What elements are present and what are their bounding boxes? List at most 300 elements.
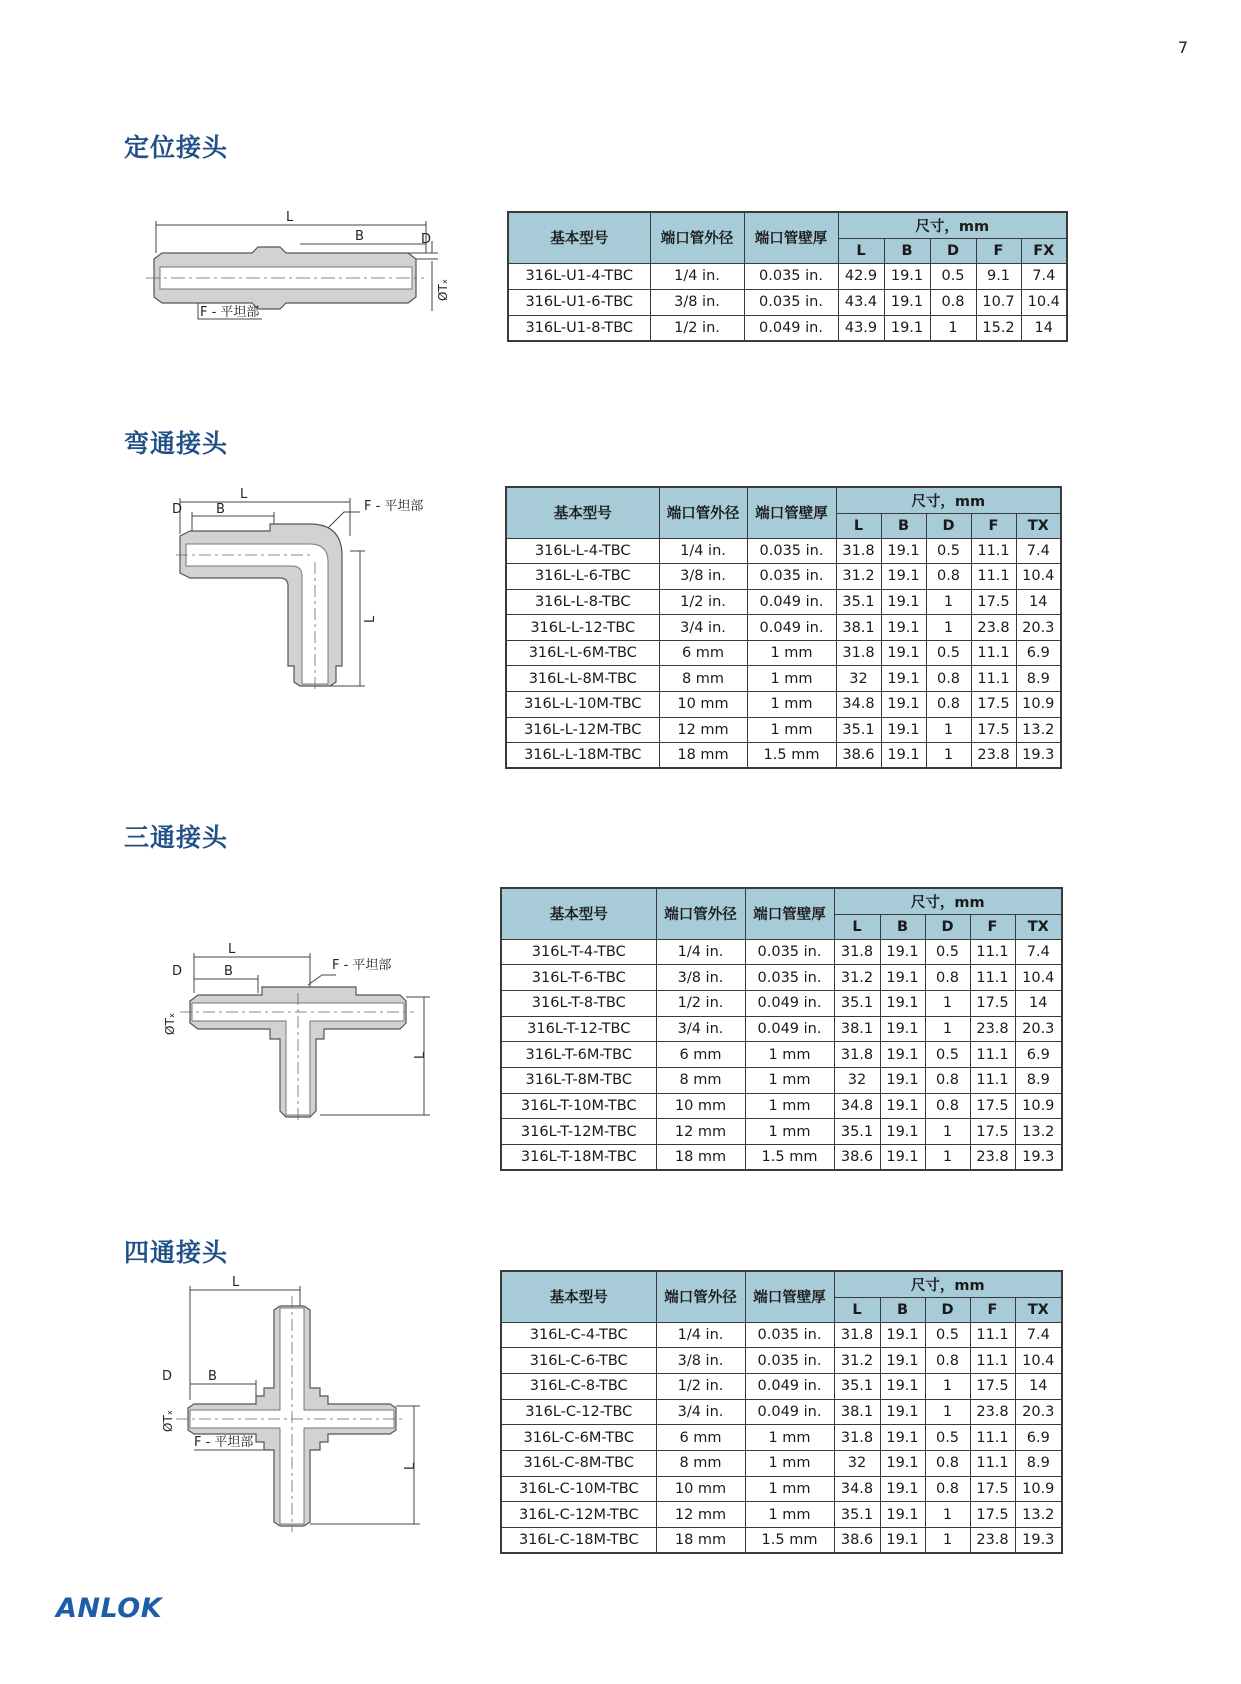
table-cell: 316L-C-4-TBC bbox=[501, 1322, 656, 1348]
dim-d-label: D bbox=[421, 232, 432, 247]
table-row bbox=[501, 1145, 1062, 1171]
table-cell: 7.4 bbox=[1015, 1322, 1062, 1348]
dim-header: B bbox=[881, 513, 926, 538]
table-cell: 31.8 bbox=[836, 640, 881, 666]
table-cell: 8.9 bbox=[1015, 1450, 1062, 1476]
table-cell: 0.035 in. bbox=[745, 939, 834, 965]
table-row bbox=[501, 1067, 1062, 1093]
cross-diagram bbox=[160, 1270, 450, 1530]
table-cell: 0.5 bbox=[925, 939, 970, 965]
table-cell: 13.2 bbox=[1015, 1119, 1062, 1145]
table-cell: 31.8 bbox=[834, 1042, 880, 1068]
cross-table bbox=[500, 1270, 1063, 1554]
table-cell: 0.5 bbox=[925, 1042, 970, 1068]
table-cell: 8.9 bbox=[1015, 1067, 1062, 1093]
cross-rows bbox=[501, 1322, 1062, 1553]
col-dims: 尺寸，mm bbox=[836, 487, 1061, 513]
col-wall: 端口管壁厚 bbox=[745, 1271, 834, 1322]
table-cell: 10.9 bbox=[1015, 1476, 1062, 1502]
table-cell: 8 mm bbox=[656, 1067, 745, 1093]
dim-l2-label: L bbox=[363, 615, 378, 623]
table-cell: 0.8 bbox=[925, 1348, 970, 1374]
table-cell: 316L-T-18M-TBC bbox=[501, 1145, 656, 1171]
table-cell: 10.7 bbox=[976, 289, 1021, 315]
table-cell: 0.049 in. bbox=[744, 315, 838, 341]
table-cell: 38.1 bbox=[836, 615, 881, 641]
table-cell: 17.5 bbox=[970, 1373, 1015, 1399]
table-cell: 10.9 bbox=[1016, 692, 1061, 718]
table-cell: 0.049 in. bbox=[747, 589, 836, 615]
table-cell: 316L-L-12M-TBC bbox=[506, 717, 659, 743]
table-cell: 0.8 bbox=[930, 289, 976, 315]
dim-header: L bbox=[834, 1297, 880, 1322]
table-cell: 1/2 in. bbox=[656, 1373, 745, 1399]
table-cell: 12 mm bbox=[656, 1119, 745, 1145]
table-cell: 316L-C-12M-TBC bbox=[501, 1502, 656, 1528]
table-cell: 316L-T-12M-TBC bbox=[501, 1119, 656, 1145]
table-cell: 19.1 bbox=[880, 1322, 925, 1348]
table-cell: 19.1 bbox=[880, 1425, 925, 1451]
table-cell: 0.035 in. bbox=[747, 538, 836, 564]
table-cell: 19.1 bbox=[880, 1348, 925, 1374]
col-wall: 端口管壁厚 bbox=[745, 888, 834, 939]
tee-diagram bbox=[163, 935, 460, 1125]
table-cell: 0.8 bbox=[926, 666, 971, 692]
table-cell: 1 bbox=[925, 1145, 970, 1171]
table-row bbox=[501, 965, 1062, 991]
table-cell: 14 bbox=[1015, 1373, 1062, 1399]
dim-header: FX bbox=[1021, 238, 1067, 263]
dim-t-label: ØTₓ bbox=[161, 1409, 175, 1432]
table-cell: 20.3 bbox=[1015, 1016, 1062, 1042]
table-cell: 19.1 bbox=[880, 1476, 925, 1502]
table-cell: 35.1 bbox=[834, 1502, 880, 1528]
table-cell: 17.5 bbox=[971, 692, 1016, 718]
table-row bbox=[508, 289, 1067, 315]
elbow-rows bbox=[506, 538, 1061, 768]
dim-b-label: B bbox=[216, 502, 225, 517]
table-cell: 1.5 mm bbox=[745, 1528, 834, 1554]
table-cell: 1 mm bbox=[745, 1502, 834, 1528]
table-cell: 19.1 bbox=[880, 1119, 925, 1145]
table-cell: 35.1 bbox=[834, 990, 880, 1016]
table-cell: 10 mm bbox=[656, 1093, 745, 1119]
table-cell: 10.4 bbox=[1015, 965, 1062, 991]
table-cell: 34.8 bbox=[834, 1093, 880, 1119]
table-cell: 34.8 bbox=[836, 692, 881, 718]
table-cell: 0.035 in. bbox=[744, 263, 838, 289]
table-row bbox=[506, 743, 1061, 769]
table-cell: 316L-L-12-TBC bbox=[506, 615, 659, 641]
table-cell: 11.1 bbox=[970, 1067, 1015, 1093]
tee-table bbox=[500, 887, 1063, 1171]
table-cell: 316L-T-10M-TBC bbox=[501, 1093, 656, 1119]
table-cell: 0.035 in. bbox=[745, 1322, 834, 1348]
table-cell: 31.2 bbox=[834, 965, 880, 991]
section-title-tee: 三通接头 bbox=[124, 823, 229, 852]
table-cell: 38.6 bbox=[834, 1528, 880, 1554]
table-cell: 1 bbox=[925, 990, 970, 1016]
table-cell: 0.049 in. bbox=[745, 990, 834, 1016]
table-cell: 10.4 bbox=[1015, 1348, 1062, 1374]
table-cell: 35.1 bbox=[834, 1373, 880, 1399]
table-cell: 316L-C-8-TBC bbox=[501, 1373, 656, 1399]
table-cell: 3/8 in. bbox=[650, 289, 744, 315]
table-cell: 1 bbox=[926, 717, 971, 743]
table-cell: 11.1 bbox=[971, 564, 1016, 590]
table-cell: 38.1 bbox=[834, 1016, 880, 1042]
table-cell: 10.9 bbox=[1015, 1093, 1062, 1119]
dim-l-label: L bbox=[240, 487, 248, 502]
table-cell: 34.8 bbox=[834, 1476, 880, 1502]
table-cell: 316L-T-6M-TBC bbox=[501, 1042, 656, 1068]
dim-l-label: L bbox=[232, 1275, 240, 1290]
table-cell: 7.4 bbox=[1021, 263, 1067, 289]
col-dims: 尺寸，mm bbox=[834, 1271, 1062, 1297]
table-row bbox=[508, 263, 1067, 289]
table-cell: 0.5 bbox=[926, 640, 971, 666]
table-cell: 19.1 bbox=[881, 640, 926, 666]
table-cell: 1 mm bbox=[747, 717, 836, 743]
table-row bbox=[501, 1016, 1062, 1042]
table-row bbox=[501, 1119, 1062, 1145]
table-cell: 3/8 in. bbox=[656, 965, 745, 991]
section-title-elbow: 弯通接头 bbox=[124, 429, 229, 458]
table-cell: 42.9 bbox=[838, 263, 884, 289]
table-cell: 10 mm bbox=[659, 692, 747, 718]
table-cell: 23.8 bbox=[970, 1399, 1015, 1425]
table-cell: 8.9 bbox=[1016, 666, 1061, 692]
table-cell: 316L-L-4-TBC bbox=[506, 538, 659, 564]
table-row bbox=[501, 1373, 1062, 1399]
table-cell: 19.1 bbox=[880, 1528, 925, 1554]
dim-b-label: B bbox=[208, 1369, 217, 1384]
dim-l2-label: L bbox=[413, 1051, 428, 1059]
table-cell: 1 mm bbox=[745, 1476, 834, 1502]
table-cell: 35.1 bbox=[836, 717, 881, 743]
dim-header: F bbox=[970, 1297, 1015, 1322]
table-cell: 1 mm bbox=[745, 1067, 834, 1093]
table-cell: 13.2 bbox=[1015, 1502, 1062, 1528]
table-cell: 19.3 bbox=[1016, 743, 1061, 769]
table-cell: 1 bbox=[926, 589, 971, 615]
table-cell: 19.1 bbox=[881, 589, 926, 615]
dim-header: F bbox=[971, 513, 1016, 538]
table-cell: 3/4 in. bbox=[659, 615, 747, 641]
table-cell: 38.6 bbox=[836, 743, 881, 769]
table-cell: 23.8 bbox=[970, 1016, 1015, 1042]
dim-header: TX bbox=[1015, 914, 1062, 939]
dim-header: D bbox=[930, 238, 976, 263]
table-row bbox=[506, 564, 1061, 590]
table-cell: 0.8 bbox=[925, 1476, 970, 1502]
table-cell: 17.5 bbox=[971, 589, 1016, 615]
flat-label: F - 平坦部 bbox=[364, 499, 424, 514]
table-cell: 19.1 bbox=[881, 743, 926, 769]
positioning-union-rows bbox=[508, 263, 1067, 341]
table-row bbox=[501, 1042, 1062, 1068]
table-cell: 1.5 mm bbox=[747, 743, 836, 769]
col-model: 基本型号 bbox=[501, 888, 656, 939]
table-cell: 11.1 bbox=[971, 666, 1016, 692]
table-cell: 10.4 bbox=[1021, 289, 1067, 315]
table-cell: 1 mm bbox=[747, 692, 836, 718]
col-model: 基本型号 bbox=[501, 1271, 656, 1322]
table-cell: 1/4 in. bbox=[659, 538, 747, 564]
table-cell: 11.1 bbox=[970, 1425, 1015, 1451]
elbow-table bbox=[505, 486, 1062, 769]
table-cell: 0.035 in. bbox=[747, 564, 836, 590]
table-cell: 23.8 bbox=[970, 1145, 1015, 1171]
table-cell: 1 bbox=[926, 743, 971, 769]
table-cell: 9.1 bbox=[976, 263, 1021, 289]
table-cell: 17.5 bbox=[971, 717, 1016, 743]
table-cell: 1/2 in. bbox=[659, 589, 747, 615]
flat-label: F - 平坦部 bbox=[200, 305, 260, 320]
table-cell: 0.035 in. bbox=[745, 1348, 834, 1374]
table-cell: 19.1 bbox=[880, 1399, 925, 1425]
table-cell: 35.1 bbox=[836, 589, 881, 615]
table-cell: 35.1 bbox=[834, 1119, 880, 1145]
col-wall: 端口管壁厚 bbox=[744, 212, 838, 263]
table-cell: 6 mm bbox=[656, 1425, 745, 1451]
table-cell: 1 mm bbox=[745, 1425, 834, 1451]
dim-header: L bbox=[834, 914, 880, 939]
table-cell: 18 mm bbox=[656, 1145, 745, 1171]
table-cell: 19.3 bbox=[1015, 1528, 1062, 1554]
table-cell: 316L-C-8M-TBC bbox=[501, 1450, 656, 1476]
table-cell: 19.1 bbox=[880, 1450, 925, 1476]
table-cell: 0.049 in. bbox=[745, 1399, 834, 1425]
table-cell: 0.8 bbox=[925, 1450, 970, 1476]
table-row bbox=[501, 1528, 1062, 1554]
table-cell: 1.5 mm bbox=[745, 1145, 834, 1171]
dim-b-label: B bbox=[355, 229, 364, 244]
table-cell: 19.1 bbox=[881, 666, 926, 692]
table-row bbox=[506, 640, 1061, 666]
col-od: 端口管外径 bbox=[650, 212, 744, 263]
table-cell: 316L-L-8M-TBC bbox=[506, 666, 659, 692]
table-cell: 8 mm bbox=[656, 1450, 745, 1476]
table-cell: 8 mm bbox=[659, 666, 747, 692]
table-row bbox=[506, 589, 1061, 615]
dim-header: D bbox=[925, 1297, 970, 1322]
dim-t-label: ØTₓ bbox=[436, 278, 450, 301]
col-od: 端口管外径 bbox=[656, 1271, 745, 1322]
table-cell: 19.1 bbox=[880, 990, 925, 1016]
table-cell: 11.1 bbox=[970, 1322, 1015, 1348]
table-cell: 3/8 in. bbox=[659, 564, 747, 590]
table-cell: 19.1 bbox=[881, 615, 926, 641]
table-cell: 6.9 bbox=[1016, 640, 1061, 666]
positioning-union-table bbox=[507, 211, 1068, 342]
table-cell: 0.5 bbox=[926, 538, 971, 564]
table-cell: 1 bbox=[925, 1399, 970, 1425]
table-cell: 11.1 bbox=[970, 965, 1015, 991]
table-cell: 23.8 bbox=[971, 615, 1016, 641]
table-cell: 316L-L-6M-TBC bbox=[506, 640, 659, 666]
table-cell: 0.049 in. bbox=[745, 1016, 834, 1042]
table-cell: 31.8 bbox=[834, 939, 880, 965]
col-od: 端口管外径 bbox=[656, 888, 745, 939]
table-row bbox=[501, 1450, 1062, 1476]
table-cell: 17.5 bbox=[970, 990, 1015, 1016]
table-cell: 11.1 bbox=[970, 1042, 1015, 1068]
table-cell: 7.4 bbox=[1016, 538, 1061, 564]
page-number: 7 bbox=[1177, 38, 1189, 57]
table-cell: 316L-U1-4-TBC bbox=[508, 263, 650, 289]
table-row bbox=[501, 1502, 1062, 1528]
table-cell: 11.1 bbox=[970, 939, 1015, 965]
table-cell: 316L-C-6M-TBC bbox=[501, 1425, 656, 1451]
table-cell: 17.5 bbox=[970, 1502, 1015, 1528]
table-cell: 316L-L-18M-TBC bbox=[506, 743, 659, 769]
table-cell: 11.1 bbox=[971, 640, 1016, 666]
table-row bbox=[506, 717, 1061, 743]
table-cell: 1 mm bbox=[745, 1450, 834, 1476]
col-od: 端口管外径 bbox=[659, 487, 747, 538]
dim-header: D bbox=[926, 513, 971, 538]
col-wall: 端口管壁厚 bbox=[747, 487, 836, 538]
table-cell: 19.1 bbox=[880, 1016, 925, 1042]
table-cell: 3/8 in. bbox=[656, 1348, 745, 1374]
table-cell: 0.8 bbox=[926, 692, 971, 718]
table-cell: 19.1 bbox=[880, 1042, 925, 1068]
table-cell: 19.1 bbox=[881, 564, 926, 590]
table-row bbox=[506, 615, 1061, 641]
table-cell: 7.4 bbox=[1015, 939, 1062, 965]
elbow-diagram bbox=[170, 486, 490, 706]
table-cell: 19.1 bbox=[881, 538, 926, 564]
table-cell: 316L-T-8M-TBC bbox=[501, 1067, 656, 1093]
table-cell: 0.049 in. bbox=[745, 1373, 834, 1399]
table-row bbox=[501, 1476, 1062, 1502]
table-cell: 19.3 bbox=[1015, 1145, 1062, 1171]
tee-rows bbox=[501, 939, 1062, 1170]
col-model: 基本型号 bbox=[508, 212, 650, 263]
table-cell: 18 mm bbox=[659, 743, 747, 769]
table-cell: 1 bbox=[930, 315, 976, 341]
table-cell: 17.5 bbox=[970, 1093, 1015, 1119]
table-cell: 1/4 in. bbox=[656, 1322, 745, 1348]
dim-header: B bbox=[880, 914, 925, 939]
table-cell: 31.8 bbox=[834, 1425, 880, 1451]
table-cell: 19.1 bbox=[881, 717, 926, 743]
table-cell: 43.9 bbox=[838, 315, 884, 341]
table-row bbox=[506, 538, 1061, 564]
table-cell: 316L-C-10M-TBC bbox=[501, 1476, 656, 1502]
table-row bbox=[501, 939, 1062, 965]
table-cell: 23.8 bbox=[970, 1528, 1015, 1554]
dim-b-label: B bbox=[224, 964, 233, 979]
table-cell: 19.1 bbox=[884, 315, 930, 341]
table-row bbox=[501, 1093, 1062, 1119]
dim-header: TX bbox=[1016, 513, 1061, 538]
table-cell: 316L-L-6-TBC bbox=[506, 564, 659, 590]
table-cell: 1 bbox=[925, 1373, 970, 1399]
table-cell: 10 mm bbox=[656, 1476, 745, 1502]
dim-header: B bbox=[880, 1297, 925, 1322]
table-cell: 19.1 bbox=[880, 1502, 925, 1528]
table-cell: 0.5 bbox=[925, 1425, 970, 1451]
table-cell: 1 mm bbox=[747, 666, 836, 692]
table-cell: 19.1 bbox=[880, 965, 925, 991]
table-cell: 19.1 bbox=[884, 289, 930, 315]
dim-l-label: L bbox=[286, 210, 294, 225]
table-cell: 32 bbox=[834, 1067, 880, 1093]
table-cell: 31.2 bbox=[834, 1348, 880, 1374]
section-title-cross: 四通接头 bbox=[124, 1238, 229, 1267]
col-model: 基本型号 bbox=[506, 487, 659, 538]
dim-l-label: L bbox=[228, 942, 236, 957]
table-cell: 20.3 bbox=[1016, 615, 1061, 641]
table-cell: 1 mm bbox=[745, 1093, 834, 1119]
dim-d-label: D bbox=[162, 1369, 173, 1384]
dim-header: F bbox=[970, 914, 1015, 939]
table-cell: 1 bbox=[925, 1528, 970, 1554]
table-cell: 19.1 bbox=[880, 939, 925, 965]
table-cell: 32 bbox=[836, 666, 881, 692]
table-cell: 0.8 bbox=[926, 564, 971, 590]
dim-l2-label: L bbox=[403, 1462, 418, 1470]
table-cell: 11.1 bbox=[970, 1450, 1015, 1476]
table-cell: 316L-T-12-TBC bbox=[501, 1016, 656, 1042]
table-cell: 15.2 bbox=[976, 315, 1021, 341]
table-row bbox=[506, 692, 1061, 718]
table-cell: 1 mm bbox=[745, 1042, 834, 1068]
table-cell: 316L-L-8-TBC bbox=[506, 589, 659, 615]
flat-label: F - 平坦部 bbox=[332, 958, 392, 973]
table-cell: 6 mm bbox=[659, 640, 747, 666]
table-cell: 13.2 bbox=[1016, 717, 1061, 743]
table-cell: 3/4 in. bbox=[656, 1399, 745, 1425]
table-row bbox=[501, 1348, 1062, 1374]
dim-header: L bbox=[838, 238, 884, 263]
table-cell: 0.049 in. bbox=[747, 615, 836, 641]
table-cell: 6 mm bbox=[656, 1042, 745, 1068]
table-cell: 0.8 bbox=[925, 1067, 970, 1093]
table-cell: 12 mm bbox=[659, 717, 747, 743]
table-cell: 10.4 bbox=[1016, 564, 1061, 590]
table-cell: 316L-T-8-TBC bbox=[501, 990, 656, 1016]
table-cell: 1/2 in. bbox=[656, 990, 745, 1016]
table-cell: 316L-C-12-TBC bbox=[501, 1399, 656, 1425]
dim-d-label: D bbox=[172, 964, 183, 979]
table-cell: 316L-L-10M-TBC bbox=[506, 692, 659, 718]
table-cell: 1 bbox=[925, 1502, 970, 1528]
dim-t-label: ØTₓ bbox=[163, 1012, 177, 1035]
table-cell: 31.8 bbox=[834, 1322, 880, 1348]
table-cell: 17.5 bbox=[970, 1119, 1015, 1145]
table-cell: 1 mm bbox=[745, 1119, 834, 1145]
col-dims: 尺寸，mm bbox=[834, 888, 1062, 914]
table-cell: 14 bbox=[1021, 315, 1067, 341]
table-cell: 31.8 bbox=[836, 538, 881, 564]
table-cell: 19.1 bbox=[884, 263, 930, 289]
dim-header: F bbox=[976, 238, 1021, 263]
table-cell: 12 mm bbox=[656, 1502, 745, 1528]
positioning-union-diagram bbox=[140, 203, 460, 343]
table-cell: 3/4 in. bbox=[656, 1016, 745, 1042]
table-cell: 6.9 bbox=[1015, 1042, 1062, 1068]
table-cell: 31.2 bbox=[836, 564, 881, 590]
table-cell: 20.3 bbox=[1015, 1399, 1062, 1425]
table-cell: 1/4 in. bbox=[650, 263, 744, 289]
table-cell: 19.1 bbox=[881, 692, 926, 718]
table-cell: 14 bbox=[1016, 589, 1061, 615]
table-cell: 1 bbox=[926, 615, 971, 641]
table-cell: 17.5 bbox=[970, 1476, 1015, 1502]
